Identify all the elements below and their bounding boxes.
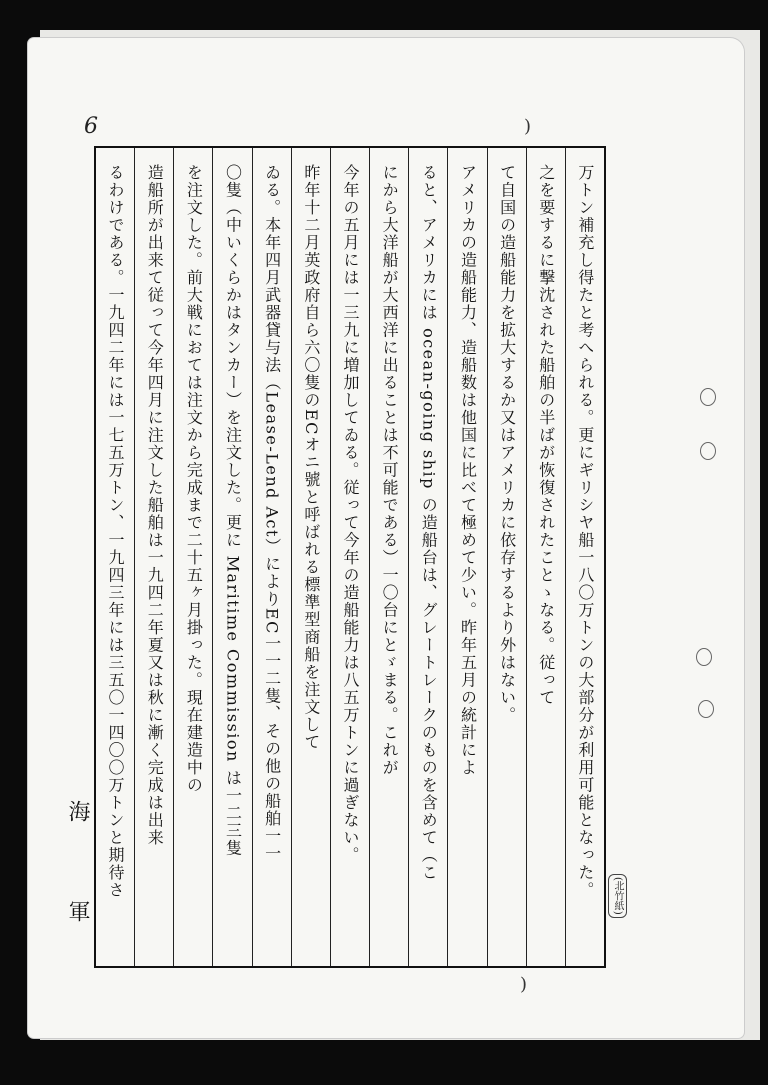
column-text: 造船所が出来て従って今年四月に注文した船舶は一九四二年夏又は秋に漸く完成は出来: [145, 164, 165, 847]
column-text: を注文した。前大戦におては注文から完成まで二十五ヶ月掛った。現在建造中の: [184, 164, 204, 794]
column-text: 之を要するに撃沈された船舶の半ばが恢復されたことゝなる。従って: [536, 164, 556, 707]
manuscript-column: [487, 148, 526, 966]
manuscript-column: [134, 148, 173, 966]
column-text: 今年の五月には一三九に増加してゐる。従って今年の造船能力は八五万トンに過ぎない。: [340, 164, 360, 864]
manuscript-column: [252, 148, 291, 966]
binding-hole: [700, 388, 716, 406]
column-text: アメリカの造船能力、造船数は他国に比べて極めて少い。昨年五月の統計によ: [458, 164, 478, 777]
manuscript-column: [447, 148, 486, 966]
column-text: ると、アメリカには ocean-going ship の造船台は、グレートレークのものを含めて（こ: [419, 164, 439, 882]
column-text: て自国の造船能力を拡大するか又はアメリカに依存するより外はない。: [497, 164, 517, 724]
manuscript-column: [96, 148, 134, 966]
column-text: 昨年十二月英政府自ら六〇隻のECオニ號と呼ばれる標準型商船を注文して: [301, 164, 321, 751]
manuscript-column: [369, 148, 408, 966]
manuscript-column: [212, 148, 251, 966]
page-number: 6: [84, 114, 98, 139]
binding-hole: [700, 442, 716, 460]
manuscript-column: [565, 148, 604, 966]
column-text: 万トン補充し得たと考へられる。更にギリシヤ船一八〇万トンの大部分が利用可能となった。: [575, 164, 595, 899]
manuscript-column: [173, 148, 212, 966]
column-text: にから大洋船が大西洋に出ることは不可能である）一〇台にとゞまる。これが: [380, 164, 400, 777]
column-text: 〇隻（中いくらかはタンカー）を注文した。更に Maritime Commission は一二三隻: [223, 164, 243, 857]
binding-hole: [696, 648, 712, 666]
pencil-mark: ): [524, 116, 532, 137]
column-text: るわけである。一九四二年には一七五万トン、一九四三年には三五〇一四〇〇万トンと期待さ: [106, 164, 126, 899]
manuscript-column: [526, 148, 565, 966]
manuscript-column: [330, 148, 369, 966]
manuscript-grid: [94, 146, 606, 968]
binding-hole: [698, 700, 714, 718]
pencil-mark: ): [520, 974, 528, 995]
manuscript-column: [408, 148, 447, 966]
paper-stamp: (北竹紙): [608, 874, 627, 918]
manuscript-column: [291, 148, 330, 966]
margin-label-navy-1: 海: [65, 800, 90, 822]
column-text: ゐる。本年四月武器貸与法（Lease-Lend Act）によりEC一一二隻、その他の船舶一一: [262, 164, 282, 863]
margin-label-navy-2: 軍: [65, 900, 90, 922]
